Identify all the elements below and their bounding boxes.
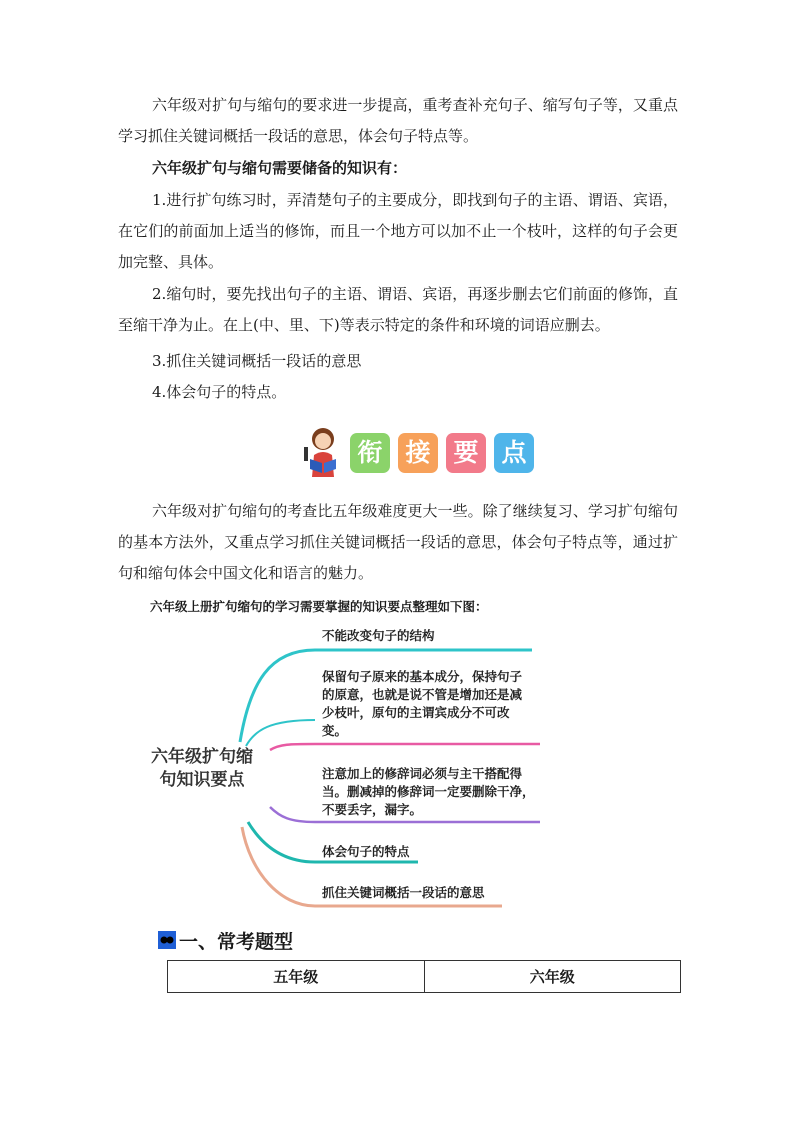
banner-char-2: 接 [398,433,438,473]
knowledge-heading: 六年级扩句与缩句需要储备的知识有： [152,159,408,177]
mindmap-branch-3: 注意加上的修辞词必须与主干搭配得当。删减掉的修辞词一定要删除干净，不要丢字，漏字。 [322,766,535,817]
mindmap-branch-2: 保留句子原来的基本成分，保持句子的原意，也就是说不管是增加还是减少枝叶，原句的主谓宾成分不可改变。 [322,669,523,738]
knowledge-item-1: 1.进行扩句练习时，弄清楚句子的主要成分，即找到句子的主语、谓语、宾语，在它们的前面加上适当的修饰，而且一个地方可以加不止一个枝叶，这样的句子会更加完整、具体。 [118,191,678,271]
banner-char-1: 衔 [350,433,390,473]
mindmap-branch-4: 体会句子的特点 [322,844,410,859]
branch-line-2 [246,720,315,746]
section-marker-icon [158,931,176,949]
mindmap-caption: 六年级上册扩句缩句的学习需要掌握的知识要点整理如下图： [150,599,488,614]
mindmap-branch-5: 抓住关键词概括一段话的意思 [322,885,485,900]
column-header-grade5: 五年级 [168,961,425,993]
knowledge-item-2: 2.缩句时，要先找出句子的主语、谓语、宾语，再逐步删去它们前面的修饰，直至缩干净为止。在上(中、里、下)等表示特定的条件和环境的词语应删去。 [118,285,678,334]
knowledge-item-3: 3.抓住关键词概括一段话的意思 [152,352,362,370]
question-type-table [167,960,681,993]
section-banner [298,425,538,477]
column-header-grade6: 六年级 [424,961,681,993]
knowledge-mindmap [150,622,550,914]
branch-line-3 [270,744,540,750]
mindmap-center-topic: 六年级扩句缩句知识要点 [151,747,253,790]
bridge-paragraph: 六年级对扩句缩句的考查比五年级难度更大一些。除了继续复习、学习扩句缩句的基本方法外，又重点学习抓住关键词概括一段话的意思，体会句子特点等，通过扩句和缩句体会中国文化和语言的魅力。 [118,502,678,582]
section-title: 一、常考题型 [179,930,294,953]
mindmap-branch-1: 不能改变句子的结构 [322,628,435,643]
teacher-reading-icon [298,425,348,477]
knowledge-item-4: 4.体会句子的特点。 [152,383,287,401]
intro-paragraph: 六年级对扩句与缩句的要求进一步提高，重考查补充句子、缩写句子等，又重点学习抓住关键词概括一段话的意思，体会句子特点等。 [118,96,678,145]
banner-char-3: 要 [446,433,486,473]
section-heading [158,925,293,955]
banner-char-4: 点 [494,433,534,473]
table-header-row [168,961,681,993]
